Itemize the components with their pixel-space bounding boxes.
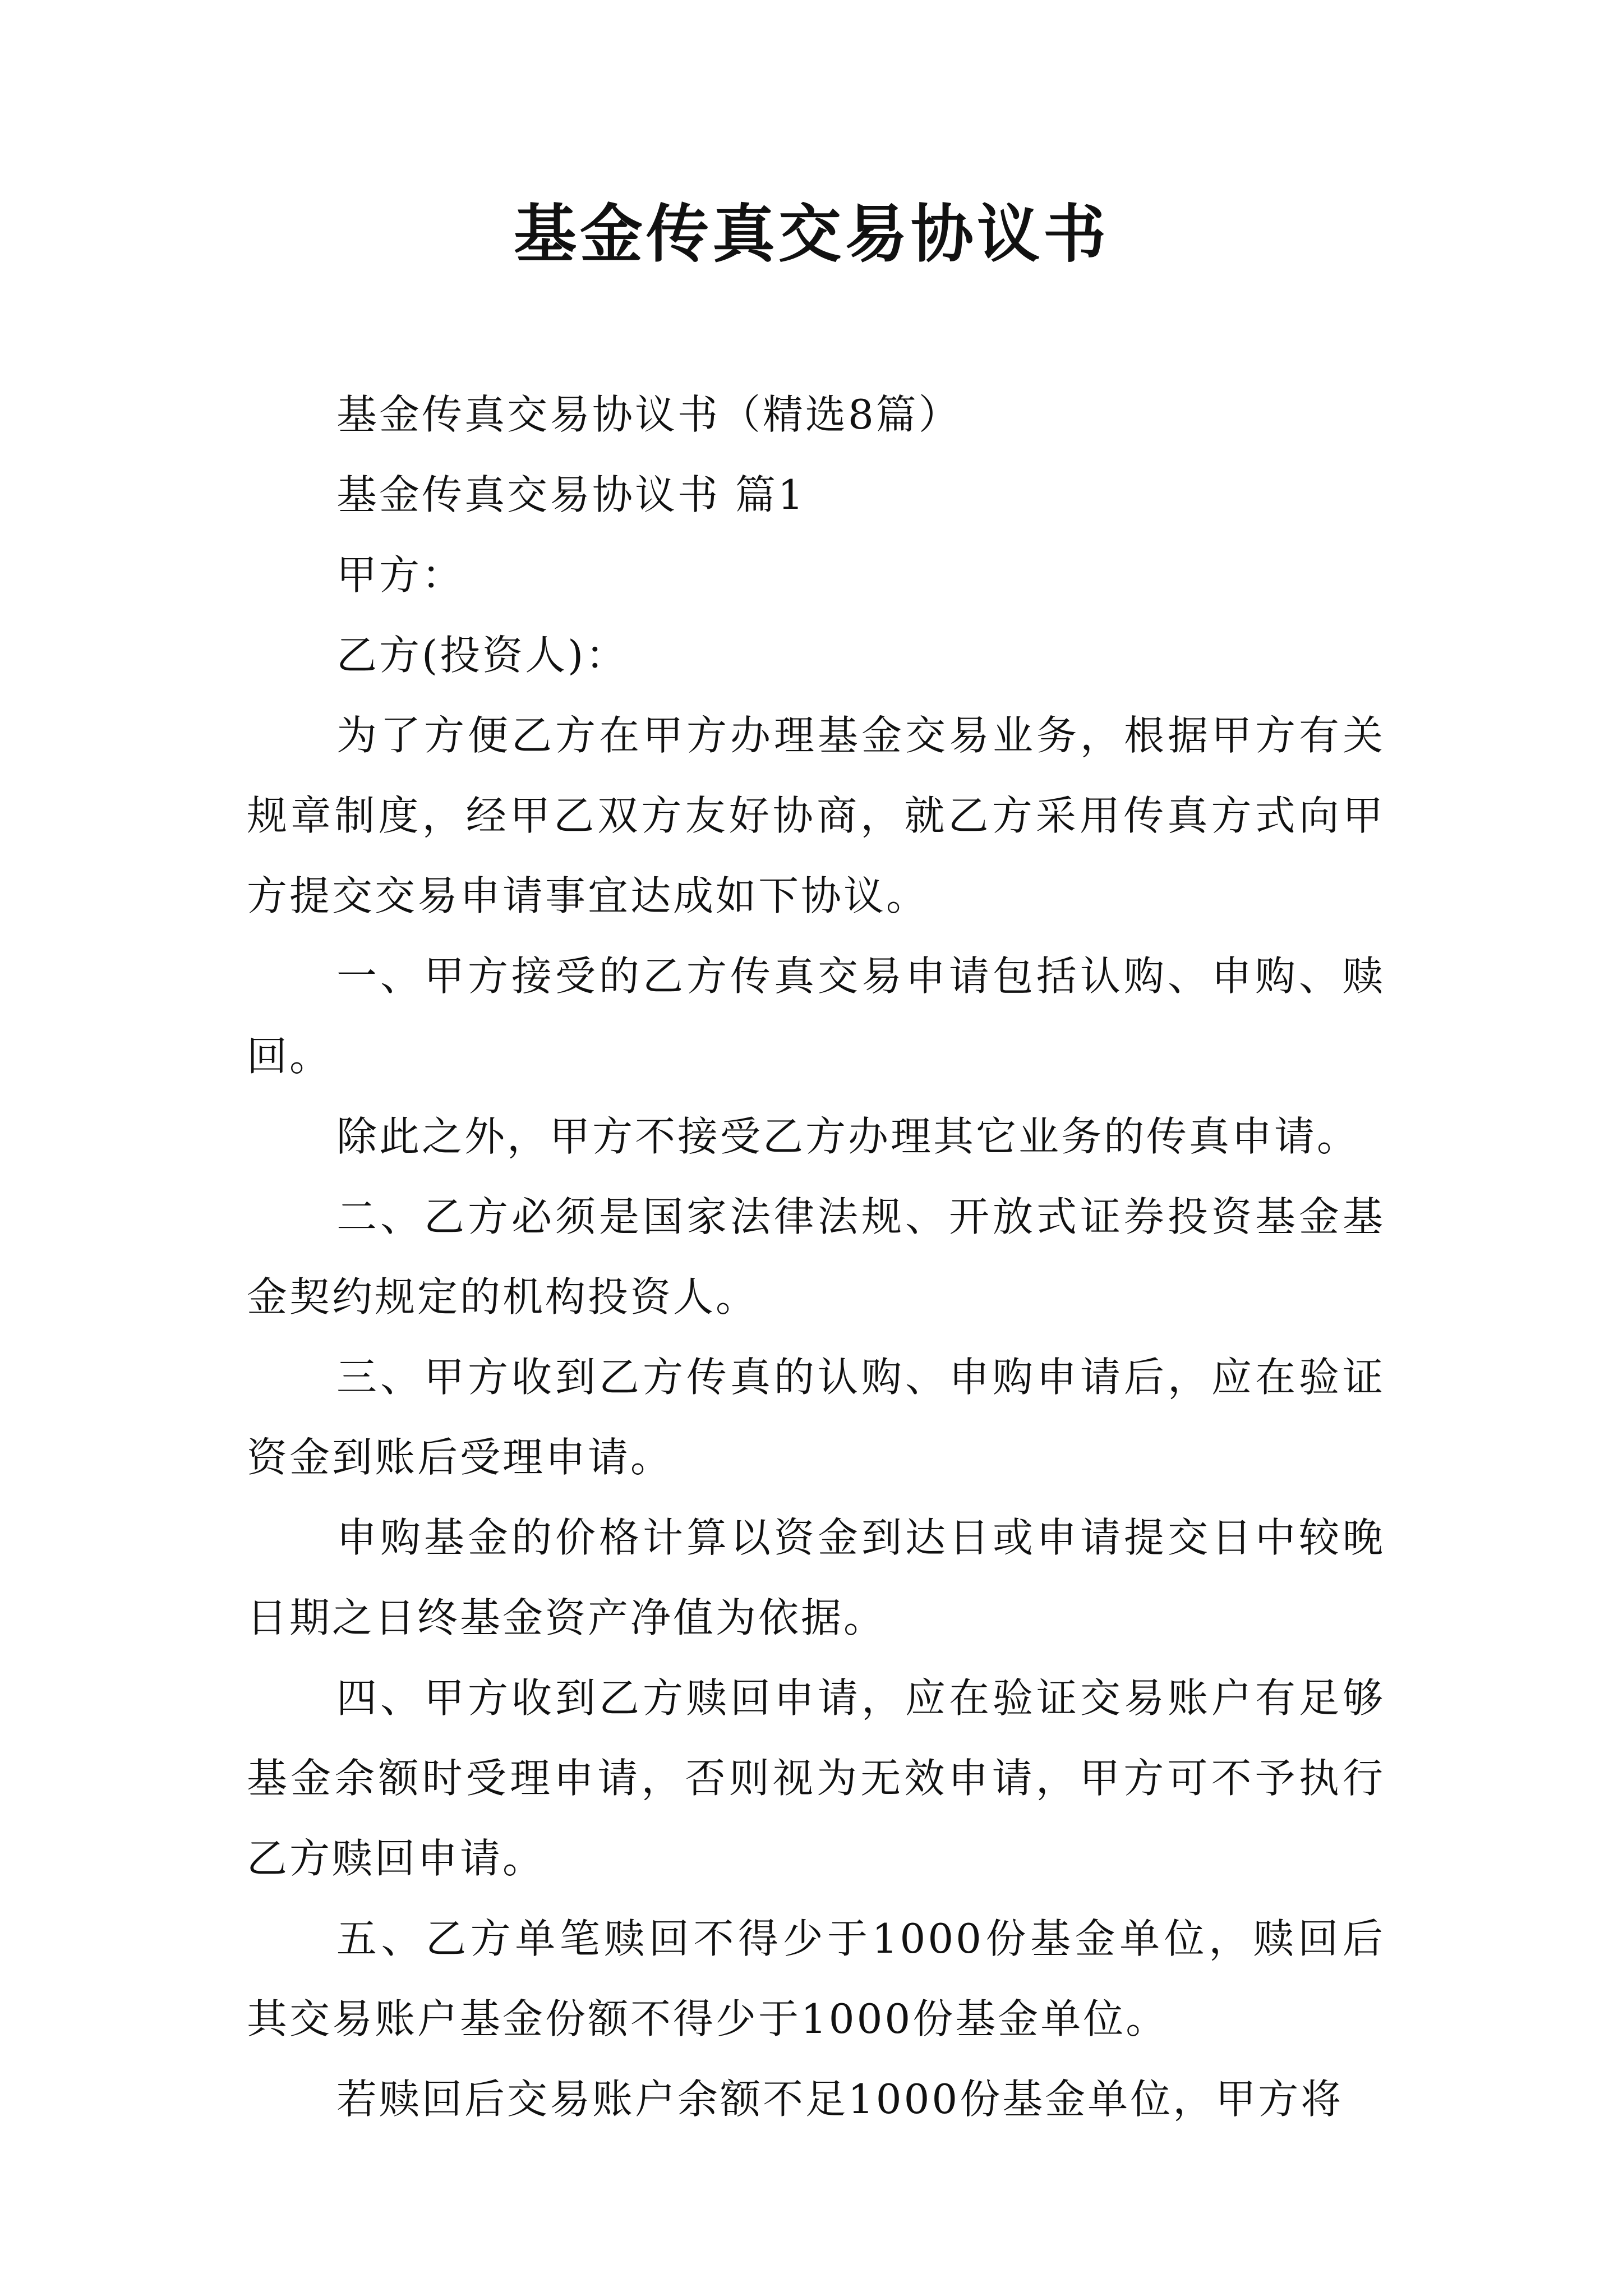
paragraph-preamble: 为了方便乙方在甲方办理基金交易业务，根据甲方有关规章制度，经甲乙双方友好协商，就乙方采用传真方式向甲方提交交易申请事宜达成如下协议。 xyxy=(247,712,1385,919)
paragraph-clause-5-note: 若赎回后交易账户余额不足1000份基金单位，甲方将 xyxy=(336,2076,1344,2123)
paragraph-clause-5: 五、乙方单笔赎回不得少于1000份基金单位，赎回后其交易账户基金份额不得少于1000份基金单位。 xyxy=(247,1915,1385,2042)
paragraph-section-heading: 基金传真交易协议书 篇1 xyxy=(336,471,806,518)
paragraph-clause-1-note: 除此之外，甲方不接受乙方办理其它业务的传真申请。 xyxy=(336,1113,1360,1160)
paragraph-clause-4: 四、甲方收到乙方赎回申请，应在验证交易账户有足够基金余额时受理申请，否则视为无效申请，甲方可不予执行乙方赎回申请。 xyxy=(247,1674,1385,1882)
paragraph-party-a: 甲方： xyxy=(336,551,465,599)
document-body xyxy=(247,375,1385,2139)
paragraph-clause-2: 二、乙方必须是国家法律法规、开放式证券投资基金基金契约规定的机构投资人。 xyxy=(247,1193,1385,1320)
document-title: 基金传真交易协议书 xyxy=(514,197,1109,271)
paragraph-clause-3: 三、甲方收到乙方传真的认购、申购申请后，应在验证资金到账后受理申请。 xyxy=(247,1354,1385,1481)
paragraph-party-b: 乙方(投资人)： xyxy=(336,632,629,679)
paragraph-clause-3-note: 申购基金的价格计算以资金到达日或申请提交日中较晚日期之日终基金资产净值为依据。 xyxy=(247,1514,1385,1641)
paragraph-subtitle: 基金传真交易协议书（精选8篇） xyxy=(336,391,961,438)
paragraph-clause-1: 一、甲方接受的乙方传真交易申请包括认购、申购、赎回。 xyxy=(247,953,1385,1080)
